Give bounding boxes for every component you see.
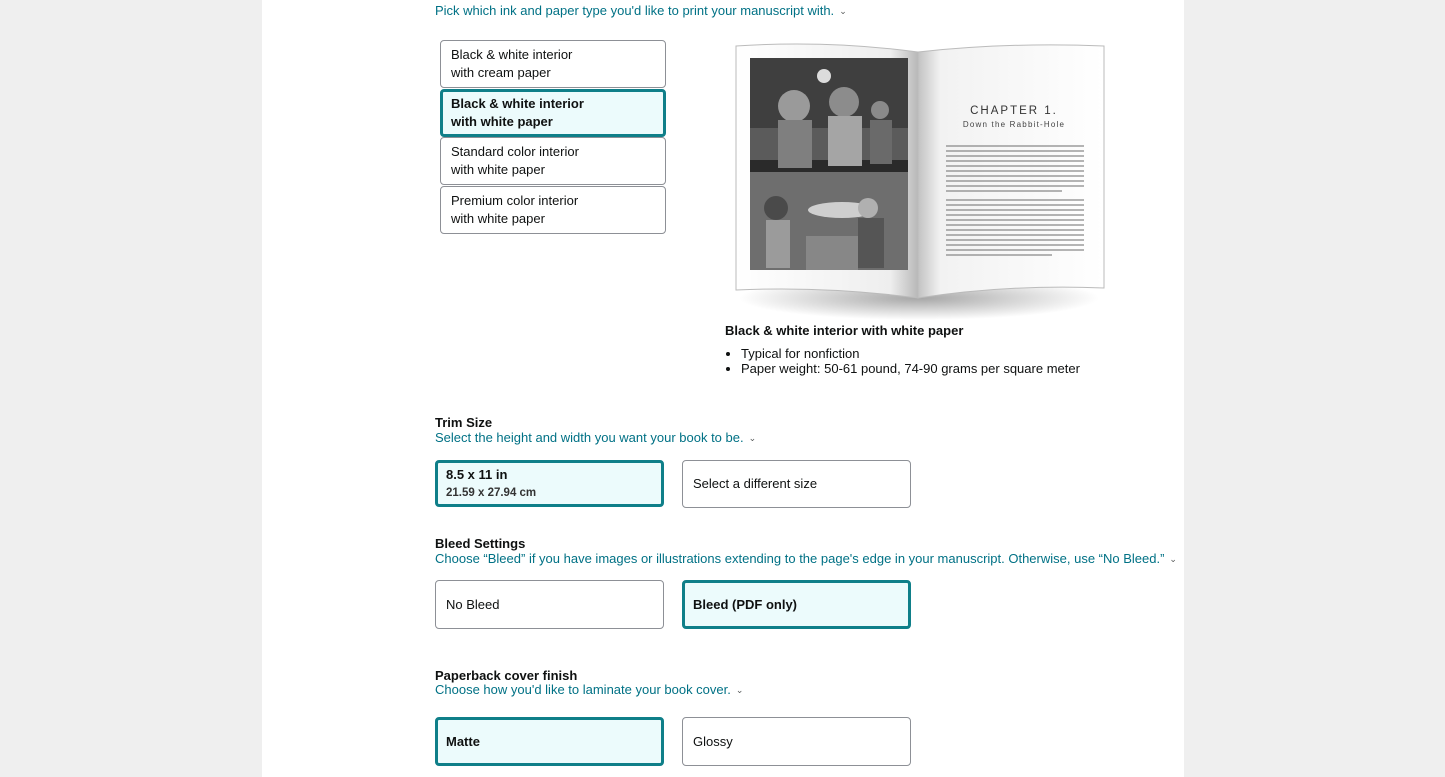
paper-info-title: Black & white interior with white paper — [725, 323, 964, 338]
paper-info-item: • Typical for nonfiction — [741, 346, 1080, 361]
option-label: with white paper — [451, 162, 545, 177]
option-bw-white[interactable] — [440, 89, 666, 137]
button-label: Select a different size — [693, 476, 818, 491]
paper-info-list — [741, 346, 1080, 376]
cover-finish-title: Paperback cover finish — [435, 668, 578, 683]
option-label: Black & white interior — [451, 47, 573, 62]
option-label: with white paper — [451, 211, 545, 226]
chapter-subtitle: Down the Rabbit-Hole — [962, 120, 1066, 129]
option-bw-cream[interactable] — [440, 40, 666, 88]
trim-size-metric: 21.59 x 27.94 cm — [446, 486, 537, 499]
option-label: with cream paper — [451, 65, 551, 80]
option-standard-color[interactable] — [440, 137, 666, 185]
chevron-down-icon: ⌄ — [1169, 554, 1177, 564]
no-bleed-button[interactable] — [435, 580, 664, 629]
button-label: No Bleed — [446, 596, 500, 612]
bleed-settings-hint[interactable]: Choose “Bleed” if you have images or illustrations extending to the page's edge in your manuscript. Otherwise, use “No Bleed.” ⌄ — [435, 551, 1177, 566]
chevron-down-icon: ⌄ — [839, 6, 847, 16]
bleed-pdf-button[interactable] — [682, 580, 911, 629]
chevron-down-icon: ⌄ — [748, 433, 757, 443]
cover-finish-hint[interactable]: Choose how you'd like to laminate your book cover. ⌄ — [435, 682, 744, 697]
trim-size-selected-button[interactable] — [435, 460, 664, 507]
matte-button[interactable] — [435, 717, 664, 766]
option-premium-color[interactable] — [440, 186, 666, 234]
paper-info-item: • Paper weight: 50-61 pound, 74-90 grams per square meter — [741, 361, 1080, 376]
option-label: Premium color interior — [451, 193, 579, 208]
option-label: Standard color interior — [451, 144, 579, 159]
button-label: Glossy — [693, 733, 733, 749]
trim-size-title: Trim Size — [435, 415, 493, 430]
paper-type-hint[interactable]: Pick which ink and paper type you'd like to print your manuscript with. ⌄ — [435, 3, 847, 18]
option-label: Black & white interior — [451, 96, 584, 111]
glossy-button[interactable] — [682, 717, 911, 766]
book-preview-image — [732, 40, 1106, 322]
button-label: Matte — [446, 733, 480, 749]
select-different-size-button[interactable] — [682, 460, 911, 508]
option-label: with white paper — [451, 114, 553, 129]
trim-size-label: 8.5 x 11 in — [446, 466, 508, 482]
button-label: Bleed (PDF only) — [693, 596, 798, 612]
trim-size-hint[interactable]: Select the height and width you want your book to be. ⌄ — [435, 430, 757, 445]
chevron-down-icon: ⌄ — [735, 685, 744, 695]
page-content — [262, 0, 1184, 777]
chapter-heading: CHAPTER 1. — [970, 105, 1058, 117]
bleed-settings-title: Bleed Settings — [435, 536, 526, 551]
